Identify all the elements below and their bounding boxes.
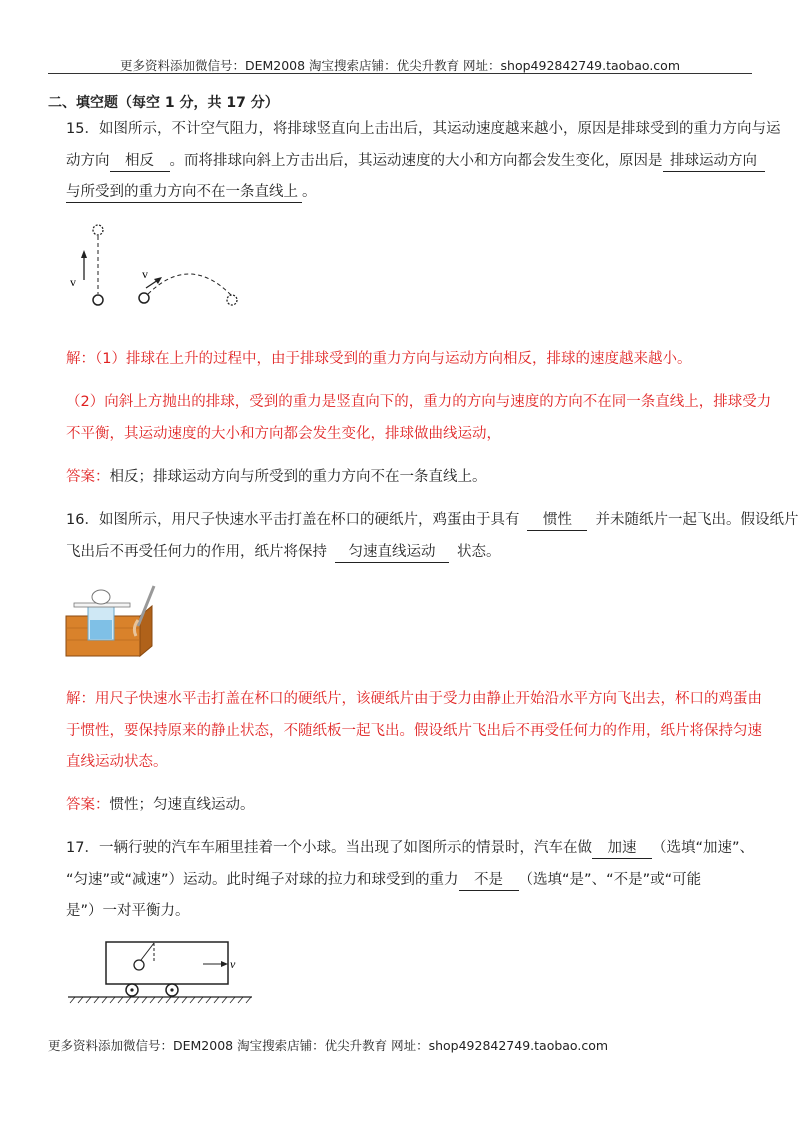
q15-blank1: 相反 — [110, 151, 170, 172]
q17-text: （选填“是”、“不是”或“可能 — [518, 872, 702, 888]
q15-answer — [66, 467, 487, 487]
q16-solution-2: 于惯性，要保持原来的静止状态，不随纸板一起飞出。假设纸片飞出后不再受任何力的作用，纸片将保持匀速 — [66, 723, 762, 739]
q15-blank2b: 与所受到的重力方向不在一条直线上 — [66, 182, 302, 203]
page-footer: 更多资料添加微信号：DEM2008 淘宝搜索店铺：优尖升教育 网址：shop492842749.taobao.com — [48, 1038, 609, 1053]
q17-line3: 是”）一对平衡力。 — [66, 903, 190, 919]
answer-label: 答案： — [66, 797, 110, 813]
header-divider — [48, 73, 752, 74]
q16-text: 16．如图所示，用尺子快速水平击打盖在杯口的硬纸片，鸡蛋由于具有 — [66, 512, 520, 528]
hanging-ball — [134, 960, 144, 970]
car-body — [106, 942, 228, 984]
answer-label: 答案： — [66, 469, 110, 485]
q15-text: 。 — [302, 184, 317, 200]
q16-line2 — [66, 542, 501, 563]
ball-top-outline — [93, 225, 103, 235]
q17-blank1: 加速 — [592, 838, 652, 859]
up-arrow-icon — [81, 250, 87, 258]
water — [90, 620, 112, 639]
q16-text: 状态。 — [457, 544, 501, 560]
q16-text: 并未随纸片一起飞出。假设纸片 — [595, 512, 799, 528]
ball-bottom — [93, 295, 103, 305]
q16-line1 — [66, 510, 798, 531]
axle-right — [170, 988, 173, 991]
ball-launch — [139, 293, 149, 303]
page-header: 更多资料添加微信号：DEM2008 淘宝搜索店铺：优尖升教育 网址：shop492842749.taobao.com — [119, 58, 681, 73]
q17-line1 — [66, 838, 754, 859]
v-label-vertical: v — [70, 275, 76, 289]
projectile-path — [148, 274, 232, 296]
q16-answer — [66, 795, 255, 815]
q17-figure — [66, 940, 266, 1010]
v-label: v — [230, 957, 236, 971]
q15-solution-2b: 不平衡，其运动速度的大小和方向都会发生变化，排球做曲线运动， — [66, 426, 501, 442]
q15-line3 — [66, 182, 317, 203]
q15-line2 — [66, 151, 765, 172]
v-label-diagonal: v — [142, 267, 148, 281]
q15-solution-1: 解：（1）排球在上升的过程中，由于排球受到的重力方向与运动方向相反，排球的速度越来越小。 — [66, 351, 692, 367]
q17-text: “匀速”或“减速”）运动。此时绳子对球的拉力和球受到的重力 — [66, 872, 459, 888]
q17-line2 — [66, 870, 701, 891]
q17-text: 17．一辆行驶的汽车车厢里挂着一个小球。当出现了如图所示的情景时，汽车在做 — [66, 840, 592, 856]
q16-blank2: 匀速直线运动 — [335, 542, 449, 563]
answer-text: 惯性；匀速直线运动。 — [109, 797, 255, 813]
answer-text: 相反；排球运动方向与所受到的重力方向不在一条直线上。 — [109, 469, 487, 485]
q16-blank1: 惯性 — [527, 510, 587, 531]
q15-text: 动方向 — [66, 153, 110, 169]
q16-figure — [66, 584, 166, 664]
axle-left — [130, 988, 133, 991]
q15-solution-2a: （2）向斜上方抛出的排球，受到的重力是竖直向下的，重力的方向与速度的方向不在同一条直线上，排球受力 — [66, 394, 772, 410]
q16-solution-1: 解：用尺子快速水平击打盖在杯口的硬纸片，该硬纸片由于受力由静止开始沿水平方向飞出去，杯口的鸡蛋由 — [66, 691, 762, 707]
egg — [92, 590, 110, 604]
q15-text: 。而将排球向斜上方击出后，其运动速度的大小和方向都会发生变化，原因是 — [169, 153, 663, 169]
ground-hatching — [70, 997, 251, 1003]
q16-text: 飞出后不再受任何力的作用，纸片将保持 — [66, 544, 327, 560]
section-title: 二、填空题（每空 1 分，共 17 分） — [48, 95, 279, 111]
q16-solution-3: 直线运动状态。 — [66, 754, 168, 770]
q15-blank2a: 排球运动方向 — [663, 151, 765, 172]
q15-line1: 15．如图所示，不计空气阻力，将排球竖直向上击出后，其运动速度越来越小，原因是排球受到的重力方向与运 — [66, 121, 781, 137]
q17-text: （选填“加速”、 — [651, 840, 754, 856]
q15-figure — [60, 218, 260, 318]
q17-blank2: 不是 — [459, 870, 519, 891]
ball-land-outline — [227, 295, 237, 305]
